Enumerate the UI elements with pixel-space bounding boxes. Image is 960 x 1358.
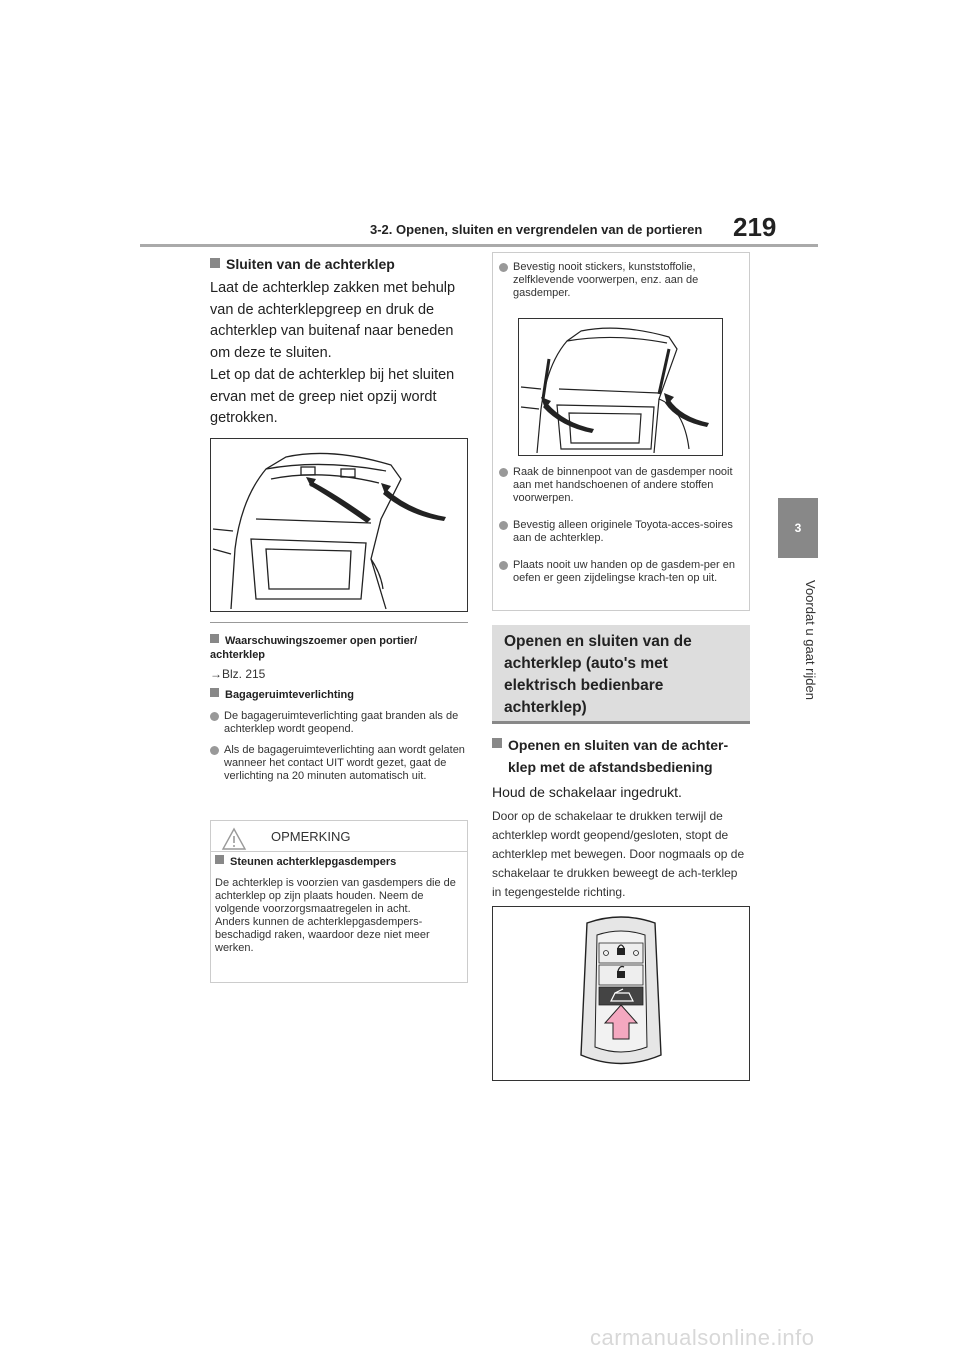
watermark: carmanualsonline.info bbox=[590, 1325, 815, 1350]
round-bullet-icon bbox=[210, 746, 219, 755]
notice-box bbox=[210, 820, 468, 983]
tailgate-close-illustration bbox=[211, 439, 467, 611]
info1-heading: Waarschuwingszoemer open portier/ achterklep bbox=[210, 635, 418, 661]
notice-bullet-stickers: Bevestig nooit stickers, kunststoffolie, zelfklevende voorwerpen, enz. aan de gasdemper. bbox=[499, 261, 743, 300]
square-bullet-icon bbox=[215, 855, 224, 864]
info1-page-reference[interactable]: →Blz. 215 bbox=[210, 667, 266, 681]
notice-rule bbox=[211, 851, 467, 852]
chapter-tab-label: Voordat u gaat rijden bbox=[803, 580, 818, 700]
round-bullet-icon bbox=[499, 263, 508, 272]
info2-bullet-2: Als de bagageruimteverlichting aan wordt gelaten wanneer het contact UIT wordt gezet, gaat de verlichting na 20 minuten automatisch uit. bbox=[210, 744, 465, 783]
square-bullet-icon bbox=[210, 258, 220, 268]
info2-bullet-1: De bagageruimteverlichting gaat branden als de achterklep wordt geopend. bbox=[210, 710, 465, 736]
left-paragraph-2: Let op dat de achterklep bij het sluiten ervan met de greep niet opzij wordt getrokken. bbox=[210, 367, 455, 426]
running-header: 3-2. Openen, sluiten en vergrendelen van de portieren bbox=[370, 222, 703, 237]
gas-strut-illustration bbox=[519, 319, 722, 455]
tailgate-close-figure bbox=[210, 438, 468, 612]
info2-heading: Bagageruimteverlichting bbox=[210, 688, 468, 702]
right-paragraph-2: Door op de schakelaar te drukken terwijl de achterklep wordt geopend/gesloten, stopt de achterklep met bewegen. Door nogmaals op de schakelaar te drukken beweegt de ach-terklep in tegengestelde richting. bbox=[492, 809, 745, 899]
right-paragraph-1: Houd de schakelaar ingedrukt. bbox=[492, 784, 682, 800]
page-number: 219 bbox=[733, 212, 777, 242]
header-rule bbox=[140, 244, 818, 247]
remote-key-illustration bbox=[493, 907, 749, 1080]
square-bullet-icon bbox=[492, 738, 502, 748]
section-banner bbox=[492, 625, 750, 724]
remote-key-figure bbox=[492, 906, 750, 1081]
notice-subtitle: Steunen achterklepgasdempers bbox=[215, 855, 465, 869]
round-bullet-icon bbox=[210, 712, 219, 721]
notice-text: De achterklep is voorzien van gasdempers die de achterklep op zijn plaats houden. Neem de volgende voorzorgsmaatregelen in acht. Anders kunnen de achterklepgasdempers-beschadigd raken, waardoor deze niet meer werken. bbox=[215, 877, 456, 954]
round-bullet-icon bbox=[499, 561, 508, 570]
gas-strut-figure bbox=[518, 318, 723, 456]
round-bullet-icon bbox=[499, 521, 508, 530]
left-paragraph-1: Laat de achterklep zakken met behulp van de achterklepgreep en druk de achterklep van buitenaf naar beneden om deze te sluiten. bbox=[210, 280, 456, 361]
notice-bullet-hands: Plaats nooit uw handen op de gasdem-per en oefen er geen zijdelingse krach-ten op uit. bbox=[499, 559, 743, 585]
left-section-heading: Sluiten van de achterklep bbox=[210, 256, 470, 274]
notice-continuation-box bbox=[492, 252, 750, 611]
notice-bullet-accessories: Bevestig alleen originele Toyota-acces-soires aan de achterklep. bbox=[499, 519, 743, 545]
section-banner-title: Openen en sluiten van de achterklep (auto's met elektrisch bedienbare achterklep) bbox=[504, 633, 692, 716]
right-sub-heading: Openen en sluiten van de achter-klep met de afstandsbediening bbox=[492, 734, 754, 778]
square-bullet-icon bbox=[210, 688, 219, 697]
info-rule bbox=[210, 622, 468, 623]
notice-title: OPMERKING bbox=[271, 829, 351, 844]
notice-bullet-gloves: Raak de binnenpoot van de gasdemper nooit aan met handschoenen of andere stoffen voorwerpen. bbox=[499, 466, 743, 505]
square-bullet-icon bbox=[210, 634, 219, 643]
round-bullet-icon bbox=[499, 468, 508, 477]
chapter-tab: 3 bbox=[778, 498, 818, 558]
